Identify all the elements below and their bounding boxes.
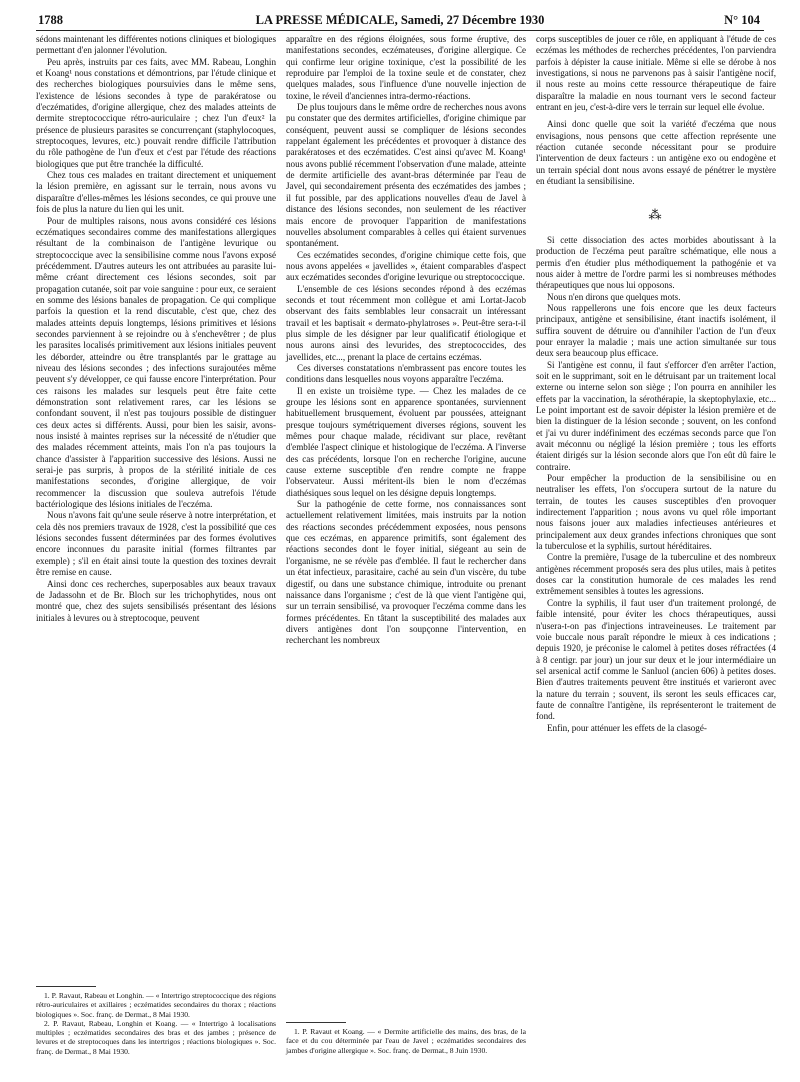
footnote: 1. P. Ravaut, Rabeau et Longhin. — « Intertrigo streptococcique des régions rétro-auriculaires et axillaires ; eczématides secondaires du thorax ; réactions biologiques ». Soc. franç. de Dermat., 8 Mai 1930. (36, 991, 276, 1019)
paragraph: Enfin, pour atténuer les effets de la clasogé- (547, 722, 707, 733)
paragraph: Nous rappellerons une fois encore que les deux facteurs principaux, antigène et sensibilisine, étant inactifs isolément, il suffira souvent de détruire ou d'annihiler l'action de l'un d'eux pour enrayer la maladie ; mais une action simultanée sur tous deux sera beaucoup plus efficace. (536, 302, 776, 359)
paragraph: Ces eczématides secondes, d'origine chimique cette fois, que nous avons appelées « javellides », étaient comparables d'aspect aux eczématides secondes d'origine levurique ou streptococcique. (286, 249, 526, 283)
paragraph: Si l'antigène est connu, il faut s'efforcer d'en arrêter l'action, soit en le supprimant, soit en le détruisant par un traitement local externe ou interne selon son siège ; l'on pourra en annihiler les effets par la vaccination, la sérothérapie, la skeptophylaxie, etc... Le point important est de savoir dépister la lésion première et de bien la distinguer de la lésion seconde ; souvent, on les confond et j'ai vu durer indéfiniment des eczémas seconds parce que l'on avait méconnu ou négligé la lésion première ; tous les efforts étaient dirigés sur la lésion seconde alors que l'on eût dû faire le contraire. (536, 359, 776, 472)
page-number: 1788 (38, 13, 63, 27)
paragraph: Chez tous ces malades en traitant directement et uniquement la lésion première, en agissant sur le terrain, nous avons vu disparaître d'elles-mêmes les lésions secondes, ce qui prouve une fois de plus la nature du lien qui les unit. (36, 170, 276, 215)
paragraph: L'ensemble de ces lésions secondes répond à des eczémas seconds et tout récemment mon collègue et ami Lortat-Jacob observant des faits semblables leur consacrait un intéressant travail et les baptisait « dermato-phylatroses ». Peut-être sera-t-il plus simple de les désigner par leur qualificatif étiologique et nous aurons ainsi des levurides, des streptococcides, des javellides, etc..., prenant la place de certains eczémas. (286, 283, 526, 362)
paragraph: De plus toujours dans le même ordre de recherches nous avons pu constater que des dermites artificielles, d'origine chimique par conséquent, peuvent aussi se compliquer de lésions secondes rappelant également les précédentes et provoquer à distance des parakératoses et des eczématides. C'est ainsi qu'avec M. Koang¹ nous avons publié récemment l'observation d'une malade, atteinte de dermite artificielle des avant-bras déterminée par l'eau de Javel, qui secondairement présenta des eczématides des jambes ; il fut possible, par des applications nouvelles d'eau de Javel à distance des lésions secondes, non seulement de les réactiver mais encore de provoquer l'apparition de manifestations nouvelles absolument comparables à celles qui étaient survenues spontanément. (286, 102, 526, 249)
column-1 (36, 34, 276, 624)
paragraph: Peu après, instruits par ces faits, avec MM. Rabeau, Longhin et Koang¹ nous constations et démontrions, par l'étude clinique et des recherches biologiques poursuivies dans le même sens, l'existence de lésions secondes à type de parakératose ou d'eczématides, d'origine allergique, chez des malades atteints de dermite streptococcique rétro-auriculaire ; chez l'un d'eux² la présence de plusieurs parasites se concurrençant (staphylocoques, streptocoques, levures, etc.) pouvait rendre difficile l'attribution du rôle pathogène de l'un d'eux et c'est par l'étude des réactions biologiques que put être tranchée la difficulté. (36, 56, 276, 169)
footnote: 1. P. Ravaut et Koang. — « Dermite artificielle des mains, des bras, de la face et du cou déterminée par l'eau de Javel ; eczématides secondaires des jambes d'origine allergique ». Soc. franç. de Dermat., 8 Juin 1930. (286, 1027, 526, 1055)
paragraph: Ainsi donc ces recherches, superposables aux beaux travaux de Jadassohn et de Br. Bloch sur les trichophytides, nous ont montré que, chez des sujets sensibilisés présentant des lésions initiales à levures ou à streptocoque, peuvent (36, 578, 276, 623)
footnote: 2. P. Ravaut, Rabeau, Longhin et Koang. — « Intertrigo à localisations multiples ; eczématides secondaires des bras et des jambes ; présence de levures et de streptocoques dans les intertrigos ; réactions biologiques ». Soc. franç. de Dermat., 8 Mai 1930. (36, 1018, 276, 1056)
paragraph: apparaître en des régions éloignées, sous forme éruptive, des manifestations secondes, eczémateuses, d'origine allergique. Ce qui confirme leur origine toxinique, c'est la possibilité de les reproduire par l'emploi de la toxine seule et de constater, chez quelques malades, sous l'influence d'une nouvelle injection de toxine, le réveil d'anciennes intra-dermo-réactions. (286, 34, 526, 101)
paragraph: sédons maintenant les différentes notions cliniques et biologiques permettant d'en jalonner l'évolution. (36, 34, 276, 56)
paragraph: Contre la première, l'usage de la tuberculine et des nombreux antigènes récemment proposés sera des plus utiles, mais à petites doses car la constitution humorale de ces malades les rend extrêmement sensibles à toutes les agressions. (536, 552, 776, 597)
journal-title: LA PRESSE MÉDICALE, Samedi, 27 Décembre 1930 (255, 13, 545, 27)
paragraph: Pour de multiples raisons, nous avons considéré ces lésions eczématiques secondaires comme des manifestations allergiques résultant de la combinaison de l'antigène levurique ou streptococcique avec la sensibilisine comme nous l'avons exposé précédemment. D'autres auteurs les ont attribuées au parasite lui-même créant directement ces lésions secondes, soit par propagation cutanée, soit par voie sanguine : pour eux, ce seraient en somme des lésions banales de propagation. Ce qui complique parfois la question et la rend discutable, c'est que, chez des malades atteints depuis longtemps, lésions primitives et lésions secondes parviennent à se rejoindre ou à s'enchevêtrer ; de plus les parasites localisés primitivement aux lésions initiales peuvent les déborder, atteindre ou être transplantés par le grattage au niveau des lésions secondes ; des infections surajoutées même peuvent s'y développer, ce qui fausse encore l'interprétation. Pour ces raisons les malades sur lesquels peut être faite cette démonstration sont relativement rares, car les lésions se confondant souvent, il n'est pas toujours possible de distinguer ces deux actes si différents. Aussi, pour bien les saisir, avons-nous insisté à maintes reprises sur la nécessité de n'étudier que des malades récemment atteints, mais l'on n'a pas toujours la chance d'assister à l'apparition successive des lésions. Aussi ne serai-je pas surpris, à propos de la stérilité initiale de ces manifestations secondes, d'origine allergique, de voir recommencer la discussion que souleva autrefois l'étude bactériologique des lésions initiales de l'eczéma. (36, 215, 276, 510)
issue-number: N° 104 (724, 13, 760, 27)
page-header (36, 8, 764, 31)
section-separator: ⁂ (648, 207, 664, 223)
footnote-rule (36, 986, 96, 987)
paragraph: Pour empêcher la production de la sensibilisine ou en neutraliser les effets, l'on s'occupera surtout de la nature du terrain, de toutes les causes susceptibles d'en provoquer indirectement l'apparition ; nous avons vu quel rôle important nous faisons jouer aux maladies infectieuses antérieures et principalement aux deux grandes infections chroniques que sont la tuberculose et la syphilis, surtout héréditaires. (536, 473, 776, 552)
footnote-rule (286, 1022, 346, 1023)
paragraph: Nous n'avons fait qu'une seule réserve à notre interprétation, et cela dès nos premiers travaux de 1928, c'est la possibilité que ces lésions secondes fussent déterminées par des formes évolutives encore inconnues du parasite initial (formes filtrantes par exemple) ; s'il en était ainsi toute la question des toxines devrait être remise en cause. (36, 510, 276, 578)
column-2 (286, 34, 526, 647)
paragraph: Nous n'en dirons que quelques mots. (547, 291, 681, 302)
paragraph: Ces diverses constatations n'embrassent pas encore toutes les conditions dans lesquelles nous voyons apparaître l'eczéma. (286, 362, 526, 385)
paragraph: corps susceptibles de jouer ce rôle, en appliquant à l'étude de ces eczémas les méthodes de recherches précédentes, l'on parviendra parfois à dépister la cause initiale. Même si elle se dérobe à nos investigations, si nous ne parvenons pas à saisir l'antigène nocif, il nous reste au moins cette ressource thérapeutique de faire disparaître la maladie en nous tournant vers le second facteur entrant en jeu, c'est-à-dire vers le terrain sur lequel elle évolue. (536, 34, 776, 113)
paragraph: Si cette dissociation des actes morbides aboutissant à la production de l'eczéma peut paraître schématique, elle nous a permis d'en étudier plus méthodiquement la pathogénie et va nous aider à mettre de l'ordre parmi les si nombreuses méthodes thérapeutiques que nous lui opposons. (536, 234, 776, 291)
paragraph: Ainsi donc quelle que soit la variété d'eczéma que nous envisagions, nous pensons que cette affection représente une réaction cutanée seconde nécessitant pour se produire l'intervention de deux facteurs : un antigène exo ou endogène et un terrain spécial dont nous avons essayé de pénétrer le mystère en étudiant la sensibilisine. (536, 119, 776, 187)
paragraph: Il en existe un troisième type. — Chez les malades de ce groupe les lésions sont en apparence spontanées, surviennent habituellement brusquement, évoluent par poussées, atteignant presque toujours symétriquement diverses régions, souvent les mêmes pour chaque malade, récidivant sur place, revêtant d'emblée l'aspect clinique et histologique de l'eczéma. A l'inverse des cas précédents, lorsque l'on en recherche l'origine, aucune cause externe susceptible d'en rendre compte ne frappe l'observateur. Aussi méritent-ils bien le nom d'eczémas diathésiques sous lequel on les désigne depuis longtemps. (286, 385, 526, 498)
paragraph: Contre la syphilis, il faut user d'un traitement prolongé, de faible intensité, pour éviter les chocs thérapeutiques, aussi n'usera-t-on pas d'injections intraveineuses. Le traitement par voie buccale nous paraît répondre le mieux à ces indications ; depuis 1920, je préconise le calomel à petites doses réfractées (4 à 8 centigr. par jour) un jour sur deux et le jour intermédiaire un sel arsenical actif comme le Sanluol (ancien 606) à petites doses. Bien d'autres traitements peuvent être institués et varieront avec la nature du terrain ; souvent, ils seront les seuls efficaces car, faute de connaître l'antigène, ils représenteront le traitement de fond. (536, 597, 776, 722)
footnotes-column-1 (36, 986, 276, 1056)
paragraph: Sur la pathogénie de cette forme, nos connaissances sont actuellement relativement limitées, mais instruits par la notion des réactions secondes précédemment exposées, nous pensons que ces eczémas, en apparence primitifs, sont également des réactions secondes dont le foyer initial, siégeant au sein de l'organisme, ne se révèle pas d'emblée. Il faut le rechercher dans un état infectieux, parasitaire, caché au sein d'un viscère, du tube digestif, ou dans une substance chimique, introduite ou prenant naissance dans l'organisme ; c'est de là que vient l'antigène qui, sur un terrain sensibilisé, va provoquer l'eczéma comme dans les formes précédentes. En tâtant la susceptibilité des malades aux divers antigènes dont l'on soupçonne l'intervention, en recherchant les nombreux (286, 499, 526, 646)
footnotes-column-2 (286, 1022, 526, 1055)
column-3 (536, 34, 776, 734)
